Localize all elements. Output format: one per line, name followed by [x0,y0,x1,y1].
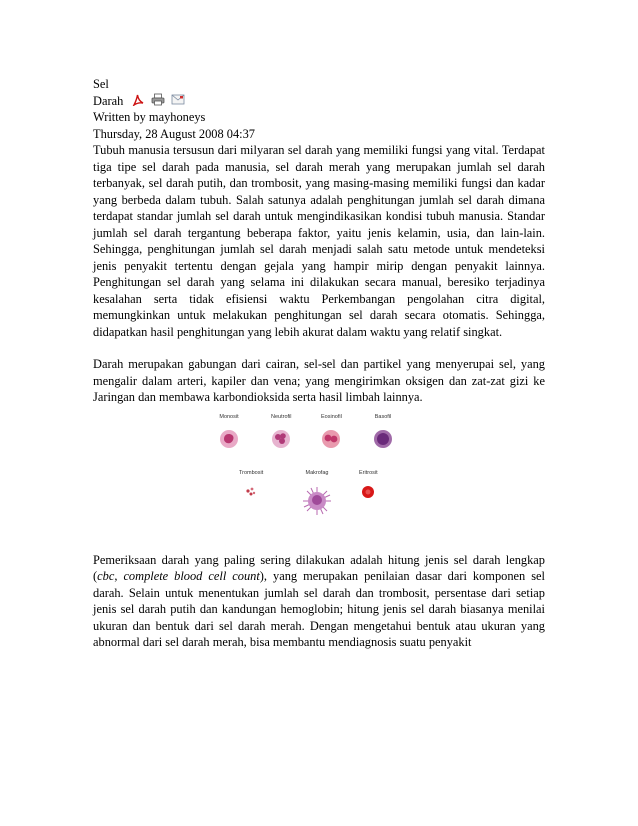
cell-trombosit [239,470,263,499]
paragraph-1: Tubuh manusia tersusun dari milyaran sel darah yang memiliki fungsi yang vital. Terdapat tiga tipe sel darah pada manusia, sel darah merah yang merupakan jumlah sel darah terbanyak, sel darah putih, dan trombosit, yang masing-masing memiliki fungsi dan kadar yang berbeda dalam tubuh. Salah satunya adalah penghitungan jumlah sel darah dimana terdapat standar jumlah sel darah untuk mengindikasikan kondisi tubuh manusia. Standar jumlah sel darah tergantung beberapa faktor, yaitu jenis kelamin, usia, dan lain-lain. Sehingga, penghitungan jumlah sel darah menjadi salah satu metode untuk mendeteksi jenis penyakit tertentu dengan gejala yang hampir mirip dengan penyakit lainnya. Penghitungan sel darah yang selama ini dilakukan secara manual, beresiko terjadinya kesalahan serta tidak efisiensi waktu Perkembangan pengolahan citra digital, memungkinkan untuk melakukan penghitungan sel darah secara otomatis. Sehingga, didapatkan hasil penghitungan yang lebih akurat dalam waktu yang relatif singkat. [93,143,545,339]
title-row [93,76,545,109]
pdf-icon[interactable] [131,93,145,106]
paragraph-3-sep: , [114,569,124,583]
label-trombosit: Trombosit [239,469,264,476]
basofil-cell [373,429,393,449]
label-monosit: Monosit [219,413,239,420]
article [93,76,545,651]
print-icon[interactable] [151,93,165,106]
paragraph-3-part-b: ), yang merupakan penilaian dasar dari komponen sel darah. Selain untuk menentukan jumlah sel darah dan trombosit, persentase dari setiap jenis sel darah putih dan kandungan hemoglobin; hitung jenis sel darah biasanya menilai ukuran dan bentuk dari sel darah merah. Dengan mengetahui bentuk atau ukuran yang abnormal dari sel darah merah, bisa membantu mendiagnosis suatu penyakit [93,569,545,649]
label-eritrosit: Eritrosit [359,469,378,476]
cell-eosinofil [321,414,342,449]
monosit-cell [219,429,239,449]
label-basofil: Basofil [374,413,392,420]
label-eosinofil: Eosinofil [321,413,342,420]
eritrosit-cell [361,485,375,499]
cell-makrofag [301,470,333,517]
email-icon[interactable] [171,93,185,106]
cell-basofil [373,414,393,449]
paragraph-3-part-a: Pemeriksaan darah yang paling sering dilakukan adalah hitung jenis sel darah lengkap ( [93,552,545,583]
makrofag-cell [301,485,333,517]
cell-neutrofil [271,414,291,449]
eosinofil-cell [321,429,341,449]
article-actions [131,93,185,106]
cell-eritrosit [359,470,378,499]
cell-monosit [219,414,239,449]
article-date: Thursday, 28 August 2008 04:37 [93,126,255,141]
paragraph-2: Darah merupakan gabungan dari cairan, sel-sel dan partikel yang menyerupai sel, yang mengalir dalam arteri, kapiler dan vena; yang mengirimkan oksigen dan zat-zat gizi ke Jaringan dan membawa karbondioksida serta hasil limbah lainnya. [93,357,545,404]
trombosit-cell [244,485,258,499]
neutrofil-cell [271,429,291,449]
label-neutrofil: Neutrofil [271,413,292,420]
abbr-cbc: cbc [97,569,115,583]
paragraph-3 [93,552,545,651]
title-line-2: Darah [93,93,124,108]
term-complete-blood-cell-count: complete blood cell count [123,569,260,583]
article-author: Written by mayhoneys [93,110,206,124]
label-makrofag: Makrofag [305,469,329,476]
blood-cells-figure [213,414,433,542]
title-line-1: Sel [93,77,109,91]
article-title [93,76,131,109]
